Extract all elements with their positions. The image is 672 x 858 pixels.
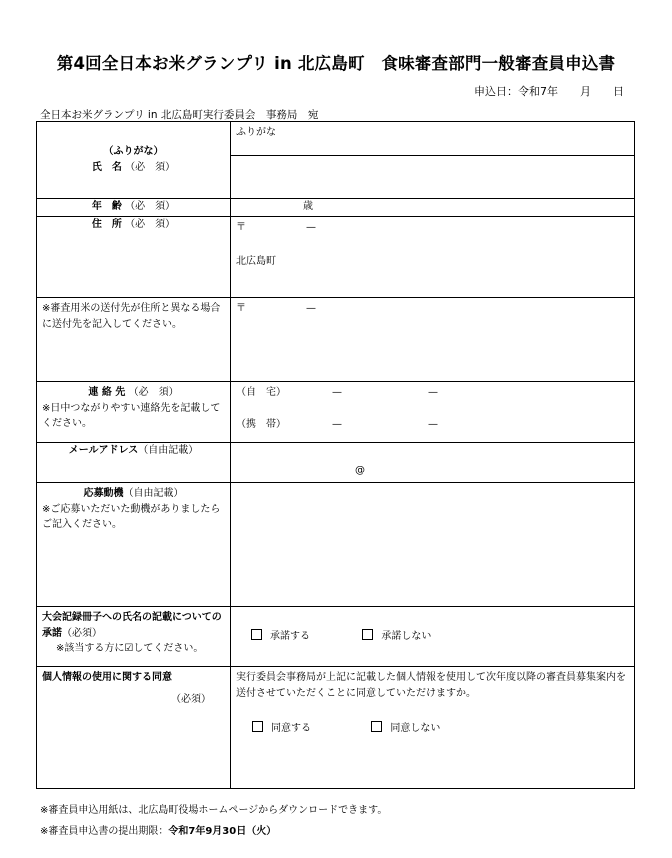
motive-note: ※ご応募いただいた動機がありましたらご記入ください。	[42, 503, 221, 530]
optional-label: （自由記載）	[138, 445, 199, 456]
furigana-field[interactable]	[231, 122, 635, 156]
privacy-label: 個人情報の使用に関する同意	[42, 672, 172, 683]
home-phone-label: （自 宅）	[236, 387, 286, 398]
age-unit: 歳	[303, 201, 313, 212]
consent-agree-label: 承諾する	[270, 630, 310, 642]
required-label: （必 須）	[125, 201, 176, 212]
address-label: 住 所	[91, 219, 122, 230]
required-label: （必 須）	[128, 387, 179, 398]
privacy-required: （必須）	[171, 693, 211, 705]
email-field[interactable]	[231, 443, 635, 483]
postal-dash: —	[306, 222, 316, 233]
form-title: 第4回全日本お米グランプリ in 北広島町 食味審査部門一般審査員申込書	[56, 54, 616, 73]
consent-label-cell	[37, 607, 231, 667]
privacy-text: 実行委員会事務局が上記に記載した個人情報を使用して次年度以降の審査員募集案内を送付させていただくことに同意していただけますか。	[236, 672, 626, 699]
required-label: （必 須）	[125, 219, 176, 230]
consent-note: ※該当する方に☑してください。	[56, 643, 204, 654]
postal-mark: 〒	[236, 303, 246, 314]
name-label: 氏 名	[91, 161, 122, 173]
privacy-agree-checkbox[interactable]	[252, 721, 263, 732]
required-label: （必 須）	[125, 161, 176, 173]
name-label-cell	[37, 122, 231, 199]
privacy-disagree-label: 同意しない	[390, 723, 441, 734]
phone-dash: —	[332, 387, 342, 398]
postal-mark: 〒	[236, 222, 246, 233]
consent-disagree-label: 承諾しない	[381, 630, 432, 642]
privacy-label-cell	[37, 667, 231, 789]
contact-field[interactable]	[231, 382, 635, 443]
consent-required: （必須）	[62, 627, 102, 639]
addressee: 全日本お米グランプリ in 北広島町実行委員会 事務局 宛	[40, 109, 319, 121]
furigana-label: （ふりがな）	[103, 146, 164, 157]
motive-field[interactable]	[231, 483, 635, 607]
privacy-field	[231, 667, 635, 789]
deadline-note	[40, 822, 276, 837]
deadline-date: 令和7年9月30日（火）	[168, 826, 277, 837]
age-field[interactable]	[231, 199, 635, 217]
application-date: 申込日：令和7年 月 日	[474, 85, 624, 98]
consent-label: 大会記録冊子への氏名の記載についての承諾	[42, 612, 222, 639]
phone-dash: —	[332, 418, 342, 430]
consent-options	[231, 607, 635, 667]
alt-address-field[interactable]	[231, 298, 635, 382]
age-label-cell	[37, 199, 231, 217]
alt-address-note: ※審査用米の送付先が住所と異なる場合に送付先を記入してください。	[42, 303, 221, 330]
furigana-hint: ふりがな	[236, 127, 276, 138]
privacy-disagree-checkbox[interactable]	[371, 721, 382, 732]
address-label-cell	[37, 217, 231, 298]
consent-agree-checkbox[interactable]	[251, 629, 262, 640]
postal-dash: —	[306, 303, 316, 314]
download-note: ※審査員申込用紙は、北広島町役場ホームページからダウンロードできます。	[40, 805, 388, 816]
optional-label: （自由記載）	[123, 488, 184, 499]
town-name: 北広島町	[236, 255, 276, 267]
email-at: @	[355, 465, 365, 476]
deadline-prefix: ※審査員申込書の提出期限：	[40, 826, 169, 837]
application-form-table	[36, 121, 635, 789]
contact-label: 連 絡 先	[88, 387, 126, 398]
contact-note: ※日中つながりやすい連絡先を記載してください。	[42, 402, 221, 429]
age-label: 年 齢	[91, 201, 122, 212]
phone-dash: —	[428, 387, 438, 398]
consent-disagree-checkbox[interactable]	[362, 629, 373, 640]
email-label-cell	[37, 443, 231, 483]
email-label: メールアドレス	[68, 445, 139, 456]
motive-label: 応募動機	[83, 488, 124, 499]
motive-label-cell	[37, 483, 231, 607]
mobile-phone-label: （携 帯）	[236, 418, 286, 430]
address-field[interactable]	[231, 217, 635, 298]
contact-label-cell	[37, 382, 231, 443]
privacy-agree-label: 同意する	[271, 723, 311, 734]
alt-address-label-cell	[37, 298, 231, 382]
name-field[interactable]	[231, 156, 635, 199]
phone-dash: —	[428, 418, 438, 430]
